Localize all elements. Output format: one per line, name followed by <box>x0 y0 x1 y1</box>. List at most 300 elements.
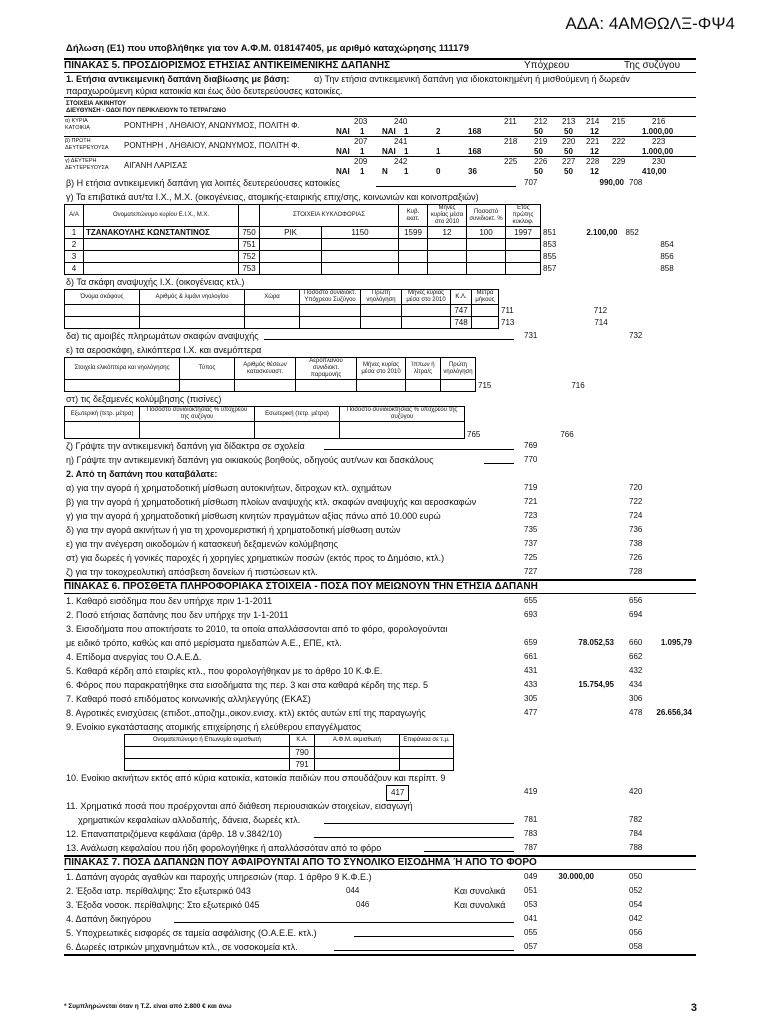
pool-hdr-ext-share: Ποσοστό συνιδιοκτησίας % υπόχρεου της συζύγου <box>140 407 255 422</box>
boat-cell <box>402 305 451 317</box>
boat-cell <box>65 317 140 329</box>
boat-codes <box>499 317 696 329</box>
car-code2: 856 <box>660 252 674 261</box>
rent-cell <box>125 759 290 771</box>
car-cell: 751 <box>239 239 260 251</box>
property-value: Ν <box>382 167 388 176</box>
property-value: 410,00 <box>642 167 667 176</box>
p7-5-code1: 055 <box>524 928 538 937</box>
form-body <box>64 58 696 956</box>
car-cell <box>467 239 506 251</box>
boats-table <box>64 289 696 329</box>
property-value: 36 <box>468 167 477 176</box>
row-i10 <box>64 771 696 785</box>
row-da-text: δα) τις αμοιβές πληρωμάτων σκαφών αναψυχής <box>66 331 259 341</box>
rent-row <box>125 747 454 759</box>
aircraft-table <box>64 357 696 392</box>
property-value: 0 <box>436 167 441 176</box>
section2-row <box>64 495 696 509</box>
row-g-text: γ) Τα επιβατικά αυτ/τα Ι.Χ., Μ.Χ. (οικογένειας, ατομικής-εταιρικής επιχ/σης, κοινωνιών και κοινοπραξιών) <box>66 192 479 202</box>
car-cell: 753 <box>239 263 260 275</box>
car-cell <box>84 239 239 251</box>
car-cell <box>399 251 428 263</box>
property-address: ΡΟΝΤΗΡΗ , ΛΗΘΑΙΟΥ, ΑΝΩΝΥΜΟΣ, ΠΟΛΙΤΗ Φ. <box>124 141 300 150</box>
property-value: 50 <box>534 127 543 136</box>
property-label: β) ΠΡΩΤΗ ΔΕΥΤΕΡΕΥΟΥΣΑ <box>65 138 109 151</box>
property-code: 214 <box>586 117 600 126</box>
car-cell: 4 <box>65 263 84 275</box>
table6-row <box>64 692 696 706</box>
section2-text: α) για την αγορά ή χρηματοδοτική μίσθωση αυτοκινήτων, διτροχων κτλ. οχημάτων <box>66 483 392 493</box>
property-code: 207 <box>354 137 368 146</box>
section2-text: ε) για την ανέγερση οικοδομών ή κατασκευή δεξαμενών κολύμβησης <box>66 539 338 549</box>
p7-4-text: 4. Δαπάνη δικηγόρου <box>66 914 152 924</box>
row-st-text: στ) τις δεξαμενές κολύμβησης (πισίνες) <box>66 394 222 404</box>
table6-code2: 478 <box>629 708 643 717</box>
p7-6-code2: 058 <box>629 942 643 951</box>
property-code: 215 <box>612 117 626 126</box>
car-code1: 851 <box>543 228 557 237</box>
row-i10-code1: 419 <box>524 787 538 796</box>
row-i11b <box>64 813 696 827</box>
car-cell: 2 <box>65 239 84 251</box>
rent-cell <box>125 747 290 759</box>
car-cell <box>506 251 541 263</box>
boat-hdr-reg: Αριθμός & λιμάνι νηολογίου <box>140 290 245 305</box>
car-codes <box>541 227 696 239</box>
table6-text: 4. Επίδομα ανεργίας του Ο.Α.Ε.Δ. <box>66 652 202 662</box>
row-da-code1: 731 <box>524 331 538 340</box>
row-i11-code2: 782 <box>629 815 643 824</box>
table7-title <box>64 855 696 870</box>
car-code1: 853 <box>543 240 557 249</box>
row-i12-text: 12. Επαναπατριζόμενα κεφάλαια (άρθρ. 18 ν.3842/10) <box>66 829 283 839</box>
car-cell: 12 <box>428 227 467 239</box>
row-i11a-text: 11. Χρηματικά ποσά που προέρχονται από διάθεση περιουσιακών στοιχείων, εισαγωγή <box>66 801 413 811</box>
p7-1-value1: 30.000,00 <box>558 872 594 881</box>
car-cell <box>428 239 467 251</box>
air-hdr-type: Τύπος <box>180 358 235 380</box>
p7-1-text: 1. Δαπάνη αγοράς αγαθών και παροχής υπηρεσιών (παρ. 1 άρθρο 9 Κ.Φ.Ε.) <box>66 872 372 882</box>
table6-code1: 305 <box>524 694 538 703</box>
boat-hdr-first: Πρώτη νηολόγηση <box>361 290 402 305</box>
row-p7-4 <box>64 912 696 926</box>
car-cell: ΡΙΚ <box>260 227 322 239</box>
rent-cell <box>400 747 454 759</box>
property-code: 211 <box>504 117 517 126</box>
row-d-text: δ) Τα σκάφη αναψυχής Ι.Χ. (οικογένειας κτλ.) <box>66 277 245 287</box>
row-e-code2: 716 <box>571 381 585 390</box>
table6-code1: 693 <box>524 610 538 619</box>
car-code2: 858 <box>660 264 674 273</box>
property-code: 225 <box>504 157 518 166</box>
boat-hdr-country: Χώρα <box>245 290 300 305</box>
rent-hdr-afm: Α.Φ.Μ. εκμισθωτή <box>315 735 400 747</box>
property-row <box>64 156 696 177</box>
table6-text: 1. Καθαρό εισόδημα που δεν υπήρχε πριν 1-1-2011 <box>66 596 273 606</box>
row-p7-3 <box>64 898 696 912</box>
row-b <box>64 176 696 190</box>
boat-cell <box>65 305 140 317</box>
boat-ka: 748 <box>451 317 472 329</box>
prop-header1: ΣΤΟΙΧΕΙΑ ΑΚΙΝΗΤΟΥ <box>66 101 126 107</box>
property-code: 230 <box>652 157 666 166</box>
property-value: 1 <box>360 147 365 156</box>
s2-text: 2. Από τη δαπάνη που καταβάλατε: <box>66 469 218 479</box>
p7-2-code1: 051 <box>524 886 538 895</box>
section2-code1: 719 <box>524 483 538 492</box>
boat-cell <box>361 305 402 317</box>
table6-code2: 694 <box>629 610 643 619</box>
property-block <box>64 97 696 176</box>
car-hdr-pct: Ποσοστό συνιδιοκτ. % <box>467 205 506 227</box>
rent-hdr-name: Ονοματεπώνυμο ή Επωνυμία εκμισθωτή <box>125 735 290 747</box>
property-code: 203 <box>354 117 368 126</box>
p7-1-code1: 049 <box>524 872 538 881</box>
rent-cell <box>315 747 400 759</box>
car-row <box>65 263 696 275</box>
boat-hdr-name: Όνομα σκάφους <box>65 290 140 305</box>
row-da <box>64 329 696 343</box>
col-taxpayer: Υπόχρεου <box>524 60 570 71</box>
row-d <box>64 275 696 289</box>
car-cell: 1 <box>65 227 84 239</box>
section2-code1: 737 <box>524 539 538 548</box>
s2-row <box>64 467 696 481</box>
table6-code2: 660 <box>629 638 643 647</box>
car-cell: 1150 <box>322 227 399 239</box>
car-cell <box>84 263 239 275</box>
table6-row <box>64 608 696 622</box>
p7-3-code2: 054 <box>629 900 643 909</box>
property-value: ΝΑΙ <box>382 127 396 136</box>
table6-code1: 431 <box>524 666 538 675</box>
row-st <box>64 392 696 406</box>
p7-3-text: 3. Έξοδα νοσοκ. περίθαλψης: Στο εξωτερικό 045 <box>66 900 260 910</box>
table6-text: 9. Ενοίκιο εγκατάστασης ατομικής επιχείρησης ή ελεύθερου επαγγέλματος <box>66 722 361 732</box>
s1a2-text: παραχωρούμενη κύρια κατοικία και έως δύο δευτερεύουσες κατοικίες. <box>66 86 343 96</box>
row-i10b <box>64 785 696 799</box>
section2-code1: 721 <box>524 497 538 506</box>
pools-table <box>64 406 696 439</box>
row-b-text: β) Η ετήσια αντικειμενική δαπάνη για λοιπές δευτερεύουσες κατοικίες <box>66 178 340 188</box>
property-code: 212 <box>534 117 548 126</box>
pool-hdr-ext: Εξωτερική (τετρ. μέτρα) <box>65 407 140 422</box>
row-i12-code2: 784 <box>629 829 643 838</box>
row-i11a <box>64 799 696 813</box>
table6-row <box>64 664 696 678</box>
property-value: 1 <box>404 127 409 136</box>
section2-code2: 726 <box>629 553 643 562</box>
section2-code2: 724 <box>629 511 643 520</box>
car-codes <box>541 251 696 263</box>
section2-items <box>64 481 696 579</box>
property-value: 1 <box>404 147 409 156</box>
row-z-code: 769 <box>524 441 538 450</box>
property-value: 2 <box>436 127 441 136</box>
table6-value2: 26.656,34 <box>656 708 692 717</box>
p7-4-code1: 041 <box>524 914 538 923</box>
rent-ka: 790 <box>290 747 315 759</box>
table6-value2: 1.095,79 <box>660 638 692 647</box>
property-code: 209 <box>354 157 368 166</box>
property-code: 216 <box>652 117 666 126</box>
pool-hdr-int: Εσωτερική (τετρ. μέτρα) <box>255 407 340 422</box>
p7-2-total-label: Και συνολικά <box>454 886 506 896</box>
property-value: 168 <box>468 127 482 136</box>
air-hdr-reg: Στοιχεία ελικόπτερα και νηολόγησης <box>65 358 180 380</box>
car-hdr-circ: ΣΤΟΙΧΕΙΑ ΚΥΚΛΟΦΟΡΙΑΣ <box>260 205 399 227</box>
boat-row <box>65 305 696 317</box>
section2-code2: 722 <box>629 497 643 506</box>
car-code2: 854 <box>660 240 674 249</box>
boat-cell <box>402 317 451 329</box>
cars-table <box>64 204 696 275</box>
property-value: 1.000,00 <box>642 147 674 156</box>
footnote: * Συμπληρώνεται όταν η Τ.Ζ. είναι από 2.800 € και άνω <box>64 1003 232 1010</box>
rent-hdr-ka: Κ.Α. <box>290 735 315 747</box>
boat-hdr-len: Μέτρα μήκους <box>472 290 499 305</box>
boat-cell <box>361 317 402 329</box>
car-cell <box>322 239 399 251</box>
property-value: ΝΑΙ <box>336 167 350 176</box>
table6-value1: 15.754,95 <box>578 680 614 689</box>
property-value: 168 <box>468 147 482 156</box>
s1a-text: α) Την ετήσια αντικειμενική δαπάνη για ιδιοκατοικημένη ή μισθούμενη ή δωρεάν <box>314 74 630 84</box>
car-cell: 1599 <box>399 227 428 239</box>
row-i11b-text: χρηματικών κεφαλαίων αλλοδαπής, δάνεια, δωρεές κτλ. <box>78 815 301 825</box>
air-hdr-seats: Αριθμός θέσεων κατασκευαστ. <box>235 358 296 380</box>
row-st-code2: 766 <box>560 429 574 439</box>
section2-code1: 723 <box>524 511 538 520</box>
s1-text: 1. Ετήσια αντικειμενική δαπάνη διαβίωσης με βάση: <box>66 74 290 84</box>
section2-code1: 735 <box>524 525 538 534</box>
section2-code2: 738 <box>629 539 643 548</box>
car-cell: 100 <box>467 227 506 239</box>
p7-3-code1: 053 <box>524 900 538 909</box>
rent-table <box>124 734 454 771</box>
row-i13-text: 13. Ανάλωση κεφαλαίου που ήδη φορολογήθηκε ή απαλλάσσόταν από το φόρο <box>66 843 382 853</box>
property-code: 226 <box>534 157 548 166</box>
boat-cell <box>300 317 361 329</box>
property-address: ΡΟΝΤΗΡΗ , ΛΗΘΑΙΟΥ, ΑΝΩΝΥΜΟΣ, ΠΟΛΙΤΗ Φ. <box>124 121 300 130</box>
row-i13-code1: 787 <box>524 843 538 852</box>
table6-code1: 661 <box>524 652 538 661</box>
property-value: ΝΑΙ <box>336 127 350 136</box>
section2-text: ζ) για την τοκοχρεολυτική απόσβεση δανείων ή πιστώσεων κτλ. <box>66 567 318 577</box>
boat-cell <box>140 305 245 317</box>
prop-header2: ΔΙΕΥΘΥΝΣΗ - ΟΔΟΙ ΠΟΥ ΠΕΡΙΚΛΕΙΟΥΝ ΤΟ ΤΕΤΡΑΓΩΝΟ <box>66 108 227 114</box>
car-cell <box>428 251 467 263</box>
table6-title-text: ΠΙΝΑΚΑΣ 6. ΠΡΟΣΘΕΤΑ ΠΛΗΡΟΦΟΡΙΑΚΑ ΣΤΟΙΧΕΙΑ - ΠΟΣΑ ΠΟΥ ΜΕΙΩΝΟΥΝ ΤΗΝ ΕΤΗΣΙΑ ΔΑΠΑΝΗ <box>64 581 538 592</box>
row-b-code2: 708 <box>629 178 643 187</box>
table6-code2: 434 <box>629 680 643 689</box>
row-b-value1: 990,00 <box>599 178 624 187</box>
car-cell: 750 <box>239 227 260 239</box>
property-value: 50 <box>534 147 543 156</box>
p7-1-code2: 050 <box>629 872 643 881</box>
car-hdr-year: Έτος πρώτης κυκλοφ. <box>506 205 541 227</box>
rent-hdr-area: Επιφάνεια σε τ.μ. <box>400 735 454 747</box>
boat-hdr-ka: Κ.Λ. <box>451 290 472 305</box>
row-i10-ka: 417 <box>386 785 409 801</box>
boat-code2: 714 <box>594 318 608 327</box>
property-label: α) ΚΥΡΙΑ ΚΑΤΟΙΚΙΑ <box>65 118 90 131</box>
table6-code2: 306 <box>629 694 643 703</box>
property-code: 223 <box>652 137 666 146</box>
boat-code1: 711 <box>501 306 514 315</box>
rent-row <box>125 759 454 771</box>
car-cell <box>506 263 541 275</box>
car-hdr-months: Μήνες κυρίας μέσα στο 2010 <box>428 205 467 227</box>
row-h <box>64 453 696 467</box>
row-i13 <box>64 841 696 855</box>
air-hdr-first: Πρώτη νηολόγηση <box>441 358 476 380</box>
car-cell <box>428 263 467 275</box>
car-cell <box>260 251 322 263</box>
p7-6-text: 6. Δωρεές ιατρικών μηχανημάτων κτλ., σε νοσοκομεία κτλ. <box>66 942 298 952</box>
property-code: 222 <box>612 137 626 146</box>
section2-text: στ) για δωρεές ή γονικές παροχές ή χορηγίες χρηματικών ποσών (εκτός προς το Δημόσιο, κτλ.) <box>66 553 445 563</box>
table6-row <box>64 720 696 734</box>
boat-hdr-share: Ποσοστό συνιδιοκτ. Υπόχρεου Συζύγου <box>300 290 361 305</box>
property-value: 1 <box>404 167 409 176</box>
table6-value1: 78.052,53 <box>578 638 614 647</box>
property-code: 228 <box>586 157 600 166</box>
car-row <box>65 239 696 251</box>
car-cell <box>506 239 541 251</box>
section2-row <box>64 537 696 551</box>
car-hdr-cc: Κυβ. εκατ. <box>399 205 428 227</box>
rent-cell <box>400 759 454 771</box>
section2-code2: 720 <box>629 483 643 492</box>
car-cell <box>399 263 428 275</box>
table6-text: 7. Καθαρό ποσό επιδόματος κοινωνικής αλληλεγγύης (ΕΚΑΣ) <box>66 694 311 704</box>
property-value: 1.000,00 <box>642 127 674 136</box>
table6-text: 8. Αγροτικές ενισχύσεις (επιδοτ.,αποζημ.,οικον.ενισχ. κτλ) εκτός αυτών επί της παραγωγής <box>66 708 426 718</box>
row-e-text: ε) τα αεροσκάφη, ελικόπτερα Ι.Χ. και ανεμόπτερα <box>66 345 262 355</box>
air-hdr-share: Αεροπλάνου συνιδιοκτ. παραμονής <box>296 358 357 380</box>
row-p7-6 <box>64 940 696 954</box>
car-cell: 3 <box>65 251 84 263</box>
rent-cell <box>315 759 400 771</box>
rent-ka: 791 <box>290 759 315 771</box>
boat-cell <box>300 305 361 317</box>
table6-code1: 655 <box>524 596 538 605</box>
car-codes <box>541 239 696 251</box>
p7-3-total-label: Και συνολικά <box>454 900 506 910</box>
s1a2-row <box>64 85 696 97</box>
row-h-text: η) Γράψτε την αντικειμενική δαπάνη για οικιακούς βοηθούς, οδηγούς αυτ/νων και δασκάλους <box>66 455 434 465</box>
p7-2-mid-code: 044 <box>346 886 360 895</box>
row-e-code1: 715 <box>478 381 492 390</box>
car-cell <box>260 263 322 275</box>
section2-text: γ) για την αγορά ή χρηματοδοτική μίσθωση κινητών πραγμάτων αξίας πάνω από 10.000 ευρώ <box>66 511 441 521</box>
section2-code2: 736 <box>629 525 643 534</box>
boat-hdr-months: Μήνες κυρίας μέσα στο 2010 <box>402 290 451 305</box>
boat-code1: 713 <box>501 318 515 327</box>
property-value: 50 <box>564 167 573 176</box>
car-codes <box>541 263 696 275</box>
row-i12-code1: 783 <box>524 829 538 838</box>
table7-title-text: ΠΙΝΑΚΑΣ 7. ΠΟΣΑ ΔΑΠΑΝΩΝ ΠΟΥ ΑΦΑΙΡΟΥΝΤΑΙ ΑΠΟ ΤΟ ΣΥΝΟΛΙΚΟ ΕΙΣΟΔΗΜΑ Ή ΑΠΟ ΤΟ ΦΟΡΟ <box>64 857 537 868</box>
row-e <box>64 343 696 357</box>
property-value: 50 <box>534 167 543 176</box>
property-value: ΝΑΙ <box>382 147 396 156</box>
property-row <box>64 116 696 137</box>
boat-cell <box>472 317 499 329</box>
section2-text: δ) για την αγορά ακινήτων ή για τη χρονομεριστική ή χρηματοδοτική μίσθωση αυτών <box>66 525 401 535</box>
row-p7-2 <box>64 884 696 898</box>
car-cell: 752 <box>239 251 260 263</box>
row-i10-code2: 420 <box>629 787 643 796</box>
section2-row <box>64 523 696 537</box>
property-code: 241 <box>394 137 408 146</box>
car-code2: 852 <box>625 228 639 237</box>
table6-row <box>64 594 696 608</box>
property-value: 1 <box>360 167 365 176</box>
car-cell <box>322 251 399 263</box>
p7-2-code2: 052 <box>629 886 643 895</box>
air-hdr-hp: Ίππων ή λίτρα/ς <box>406 358 441 380</box>
property-code: 240 <box>394 117 408 126</box>
p7-2-text: 2. Έξοδα ιατρ. περίθαλψης: Στο εξωτερικό 043 <box>66 886 251 896</box>
p7-6-code1: 057 <box>524 942 538 951</box>
table6-code2: 432 <box>629 666 643 675</box>
section2-row <box>64 481 696 495</box>
car-value1: 2.100,00 <box>586 228 618 237</box>
page-number: 3 <box>690 1002 697 1014</box>
section2-code1: 725 <box>524 553 538 562</box>
property-value: ΝΑΙ <box>336 147 350 156</box>
boat-cell <box>245 305 300 317</box>
row-g <box>64 190 696 204</box>
row-z-text: ζ) Γράψτε την αντικειμενική δαπάνη για δίδακτρα σε σχολεία <box>66 441 305 451</box>
s1-row <box>64 73 696 85</box>
table6-code1: 477 <box>524 708 538 717</box>
p7-4-code2: 042 <box>629 914 643 923</box>
property-code: 218 <box>504 137 518 146</box>
air-hdr-months: Μήνες κυρίας μέσα στο 2010 <box>357 358 406 380</box>
section2-row <box>64 565 696 579</box>
section2-row <box>64 509 696 523</box>
car-cell <box>467 251 506 263</box>
row-i13-code2: 788 <box>629 843 643 852</box>
table5-title <box>64 58 696 73</box>
car-cell <box>322 263 399 275</box>
car-row <box>65 251 696 263</box>
section2-code1: 727 <box>524 567 538 576</box>
car-cell <box>260 239 322 251</box>
table6-row <box>64 678 696 692</box>
property-code: 219 <box>534 137 548 146</box>
table6-code1: 659 <box>524 638 538 647</box>
property-address: ΑΙΓΑΝΗ ΛΑΡΙΣΑΣ <box>124 161 188 170</box>
p7-5-text: 5. Υποχρεωτικές εισφορές σε ταμεία ασφάλισης (Ο.Α.Ε.Ε. κτλ.) <box>66 928 317 938</box>
car-cell <box>467 263 506 275</box>
boat-row <box>65 317 696 329</box>
boat-ka: 747 <box>451 305 472 317</box>
boat-cell <box>245 317 300 329</box>
row-i10-text: 10. Ενοίκιο ακινήτων εκτός από κύρια κατοικία, κατοικία παιδιών που σπουδάζουν και περίπτ. 9 <box>66 773 446 783</box>
property-code: 221 <box>586 137 600 146</box>
section2-row <box>64 551 696 565</box>
property-code: 242 <box>394 157 408 166</box>
property-value: 50 <box>564 127 573 136</box>
table6-code2: 662 <box>629 652 643 661</box>
row-p7-5 <box>64 926 696 940</box>
table6-title <box>64 579 696 594</box>
